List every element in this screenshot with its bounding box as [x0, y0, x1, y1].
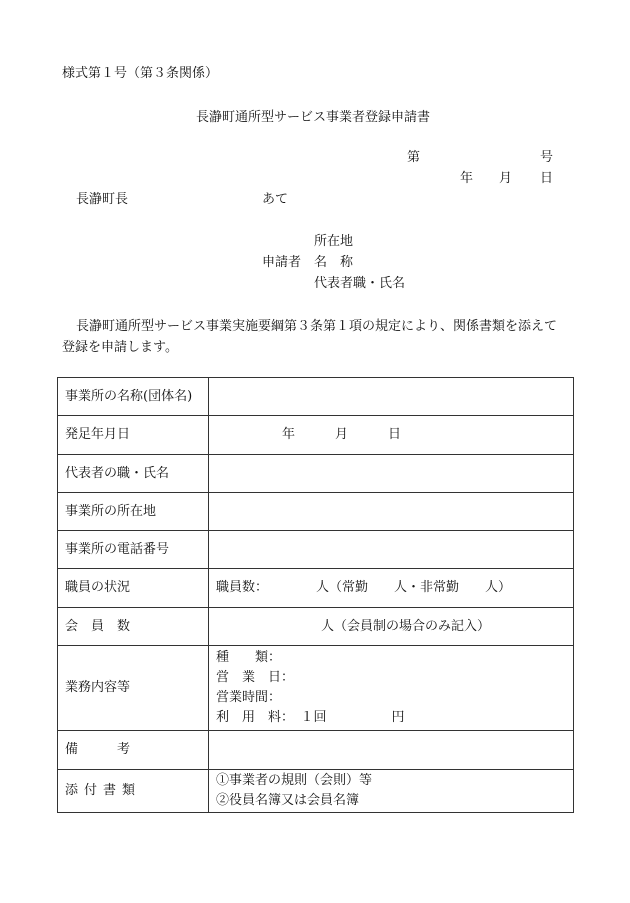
table-row [58, 770, 574, 813]
office-phone-label: 事業所の電話番号 [58, 531, 209, 569]
table-row [58, 569, 574, 608]
applicant-rep-label: 代表者職・氏名 [314, 276, 406, 291]
business-field[interactable] [209, 646, 574, 731]
applicant-label: 申請者 [262, 255, 302, 270]
founded-year: 年 [282, 427, 296, 442]
business-days-line: 営 業 日： [216, 670, 295, 685]
table-row [58, 608, 574, 646]
founded-label: 発足年月日 [58, 416, 209, 455]
business-fee-line: 利 用 料： １回 円 [216, 710, 405, 725]
founded-month: 月 [335, 427, 349, 442]
staff-count-label: 職員数： [216, 580, 269, 595]
attachments-field [209, 770, 574, 813]
application-table [57, 377, 574, 813]
remarks-label: 備 考 [58, 731, 209, 770]
number-dai: 第 [407, 150, 421, 165]
office-phone-field[interactable] [209, 531, 574, 569]
date-day-label: 日 [540, 171, 554, 186]
table-row [58, 731, 574, 770]
business-label: 業務内容等 [58, 646, 209, 731]
rep-name-field[interactable] [209, 455, 574, 493]
table-row [58, 493, 574, 531]
table-row [58, 378, 574, 416]
form-number-label: 様式第１号（第３条関係） [62, 66, 219, 81]
applicant-name-label: 名 称 [314, 255, 354, 270]
business-hours-line: 営業時間： [216, 690, 282, 705]
table-row [58, 416, 574, 455]
members-label: 会 員 数 [58, 608, 209, 646]
staff-status-field[interactable] [209, 569, 574, 608]
members-field[interactable] [209, 608, 574, 646]
remarks-field[interactable] [209, 731, 574, 770]
attachments-label: 添付書類 [58, 770, 209, 813]
date-month-label: 月 [499, 171, 513, 186]
staff-count-detail: 人（常勤 人・非常勤 人） [316, 580, 512, 595]
founded-day: 日 [388, 427, 402, 442]
addressee: 長瀞町長 [76, 192, 129, 207]
number-go: 号 [540, 150, 554, 165]
attachment-item: ②役員名簿又は会員名簿 [216, 793, 360, 808]
table-row [58, 455, 574, 493]
table-row [58, 531, 574, 569]
body-text-line2: 登録を申請します。 [62, 340, 178, 355]
office-name-field[interactable] [209, 378, 574, 416]
applicant-address-label: 所在地 [314, 234, 354, 249]
rep-name-label: 代表者の職・氏名 [58, 455, 209, 493]
office-address-field[interactable] [209, 493, 574, 531]
body-text-line1: 長瀞町通所型サービス事業実施要綱第３条第１項の規定により、関係書類を添えて [76, 319, 558, 334]
business-type-line: 種 類： [216, 650, 282, 665]
table-row [58, 646, 574, 731]
members-detail: 人（会員制の場合のみ記入） [321, 618, 491, 634]
attachment-item: ①事業者の規則（会則）等 [216, 773, 373, 788]
date-year-label: 年 [460, 171, 474, 186]
staff-status-label: 職員の状況 [58, 569, 209, 608]
document-title: 長瀞町通所型サービス事業者登録申請書 [196, 110, 431, 125]
office-name-label: 事業所の名称(団体名) [58, 378, 209, 416]
founded-field[interactable] [209, 416, 574, 455]
addressee-ate: あて [262, 192, 289, 207]
office-address-label: 事業所の所在地 [58, 493, 209, 531]
